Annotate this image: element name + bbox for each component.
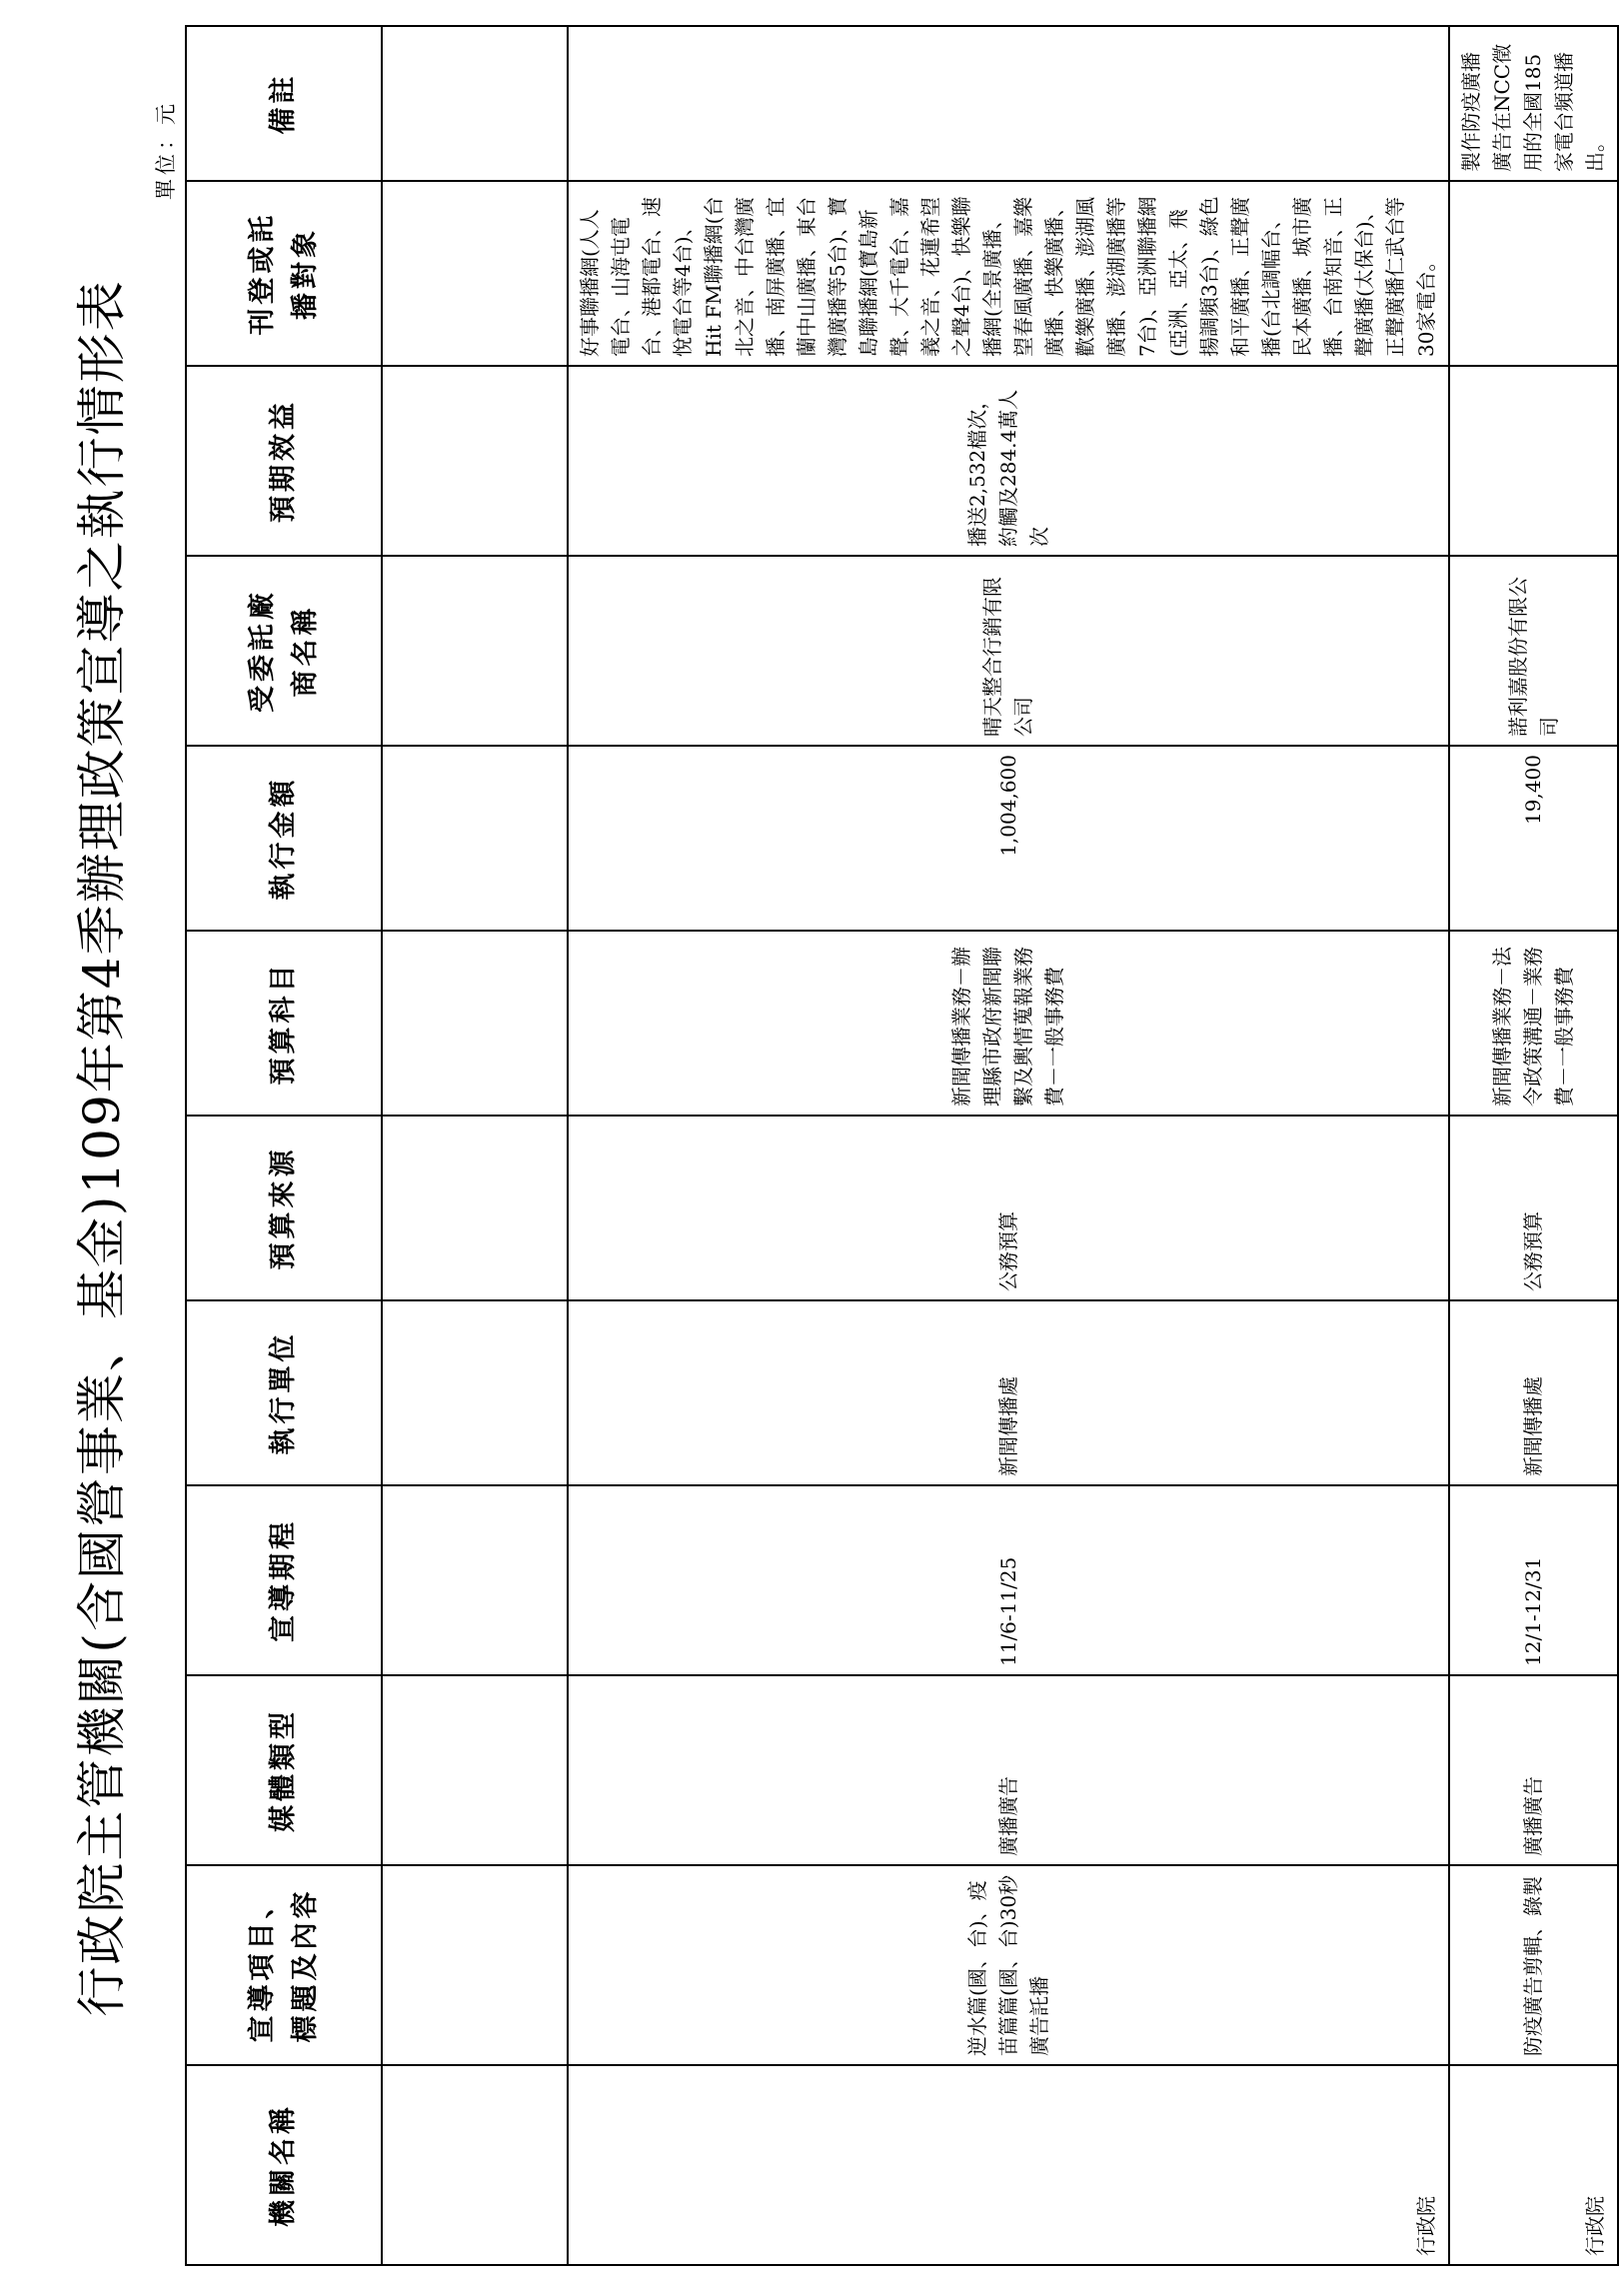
cell-item: 防疫廣告剪輯、錄製 <box>1449 1865 1618 2065</box>
col-header: 備註 <box>186 26 382 181</box>
cell-period: 11/6-11/25 <box>568 1485 1449 1675</box>
cell-note: 製作防疫廣播廣告在NCC徵用的全國185家電台頻道播出。 <box>1449 26 1618 181</box>
col-header: 預算科目 <box>186 931 382 1116</box>
cell-item: 逆水篇(國、台)、疫苗篇篇(國、台)30秒廣告託播 <box>568 1865 1449 2065</box>
cell-target: 好事聯播網(人人電台、山海屯電台、港都電台、速悅電台等4台)、Hit FM聯播網(台北之音、中台灣廣播、南屏廣播、宜蘭中山廣播、東台灣廣播等5台)、寶島聯播網(寶島新聲、大千電台、嘉義之音、花蓮希望之聲4台)、快樂聯播網(全景廣播、望春風廣播、嘉樂廣播、快樂廣播、歡樂廣播、澎湖風廣播、澎湖廣播等7台)、亞洲聯播網(亞洲、亞太、飛揚調頻3台)、綠色和平廣播、正聲廣播(台北調幅台、民本廣播、城市廣播、台南知音、正聲廣播(太保台)、正聲廣播仁武台等30家電台。 <box>568 181 1449 366</box>
col-header: 預算來源 <box>186 1116 382 1300</box>
col-header: 機關名稱 <box>186 2065 382 2265</box>
cell-subject: 新聞傳播業務－辦理縣市政府新聞聯繫及輿情蒐報業務費－一般事務費 <box>568 931 1449 1116</box>
cell-agency: 行政院 <box>568 2065 1449 2265</box>
table-row <box>1449 26 1618 2265</box>
cell-benefit: 播送2,532檔次，約觸及284.4萬人次 <box>568 366 1449 556</box>
cell-source: 公務預算 <box>1449 1116 1618 1300</box>
cell-media: 廣播廣告 <box>568 1675 1449 1865</box>
cell-media: 廣播廣告 <box>1449 1675 1618 1865</box>
cell-amount: 19,400 <box>1449 746 1618 931</box>
cell-source: 公務預算 <box>568 1116 1449 1300</box>
cell-benefit <box>1449 366 1618 556</box>
col-header: 執行金額 <box>186 746 382 931</box>
cell-target <box>1449 181 1618 366</box>
col-header: 宣導項目、標題及內容 <box>186 1865 382 2065</box>
execution-table <box>185 25 1619 2266</box>
col-header: 執行單位 <box>186 1300 382 1485</box>
empty-row <box>382 26 568 2265</box>
cell-period: 12/1-12/31 <box>1449 1485 1618 1675</box>
cell-subject: 新聞傳播業務－法令政策溝通－業務費－一般事務費 <box>1449 931 1618 1116</box>
unit-label: 單位：元 <box>154 100 178 200</box>
col-header: 宣導期程 <box>186 1485 382 1675</box>
col-header: 預期效益 <box>186 366 382 556</box>
cell-unit: 新聞傳播處 <box>1449 1300 1618 1485</box>
col-header: 刊登或託播對象 <box>186 181 382 366</box>
page-title: 行政院主管機關(含國營事業、基金)109年第4季辦理政策宣導之執行情形表 <box>73 279 131 2017</box>
header-row <box>186 26 382 2265</box>
table-row <box>568 26 1449 2265</box>
cell-unit: 新聞傳播處 <box>568 1300 1449 1485</box>
col-header: 媒體類型 <box>186 1675 382 1865</box>
cell-vendor: 晴天整合行銷有限公司 <box>568 556 1449 746</box>
cell-vendor: 諾利嘉股份有限公司 <box>1449 556 1618 746</box>
col-header: 受委託廠商名稱 <box>186 556 382 746</box>
cell-note <box>568 26 1449 181</box>
cell-amount: 1,004,600 <box>568 746 1449 931</box>
cell-agency: 行政院 <box>1449 2065 1618 2265</box>
